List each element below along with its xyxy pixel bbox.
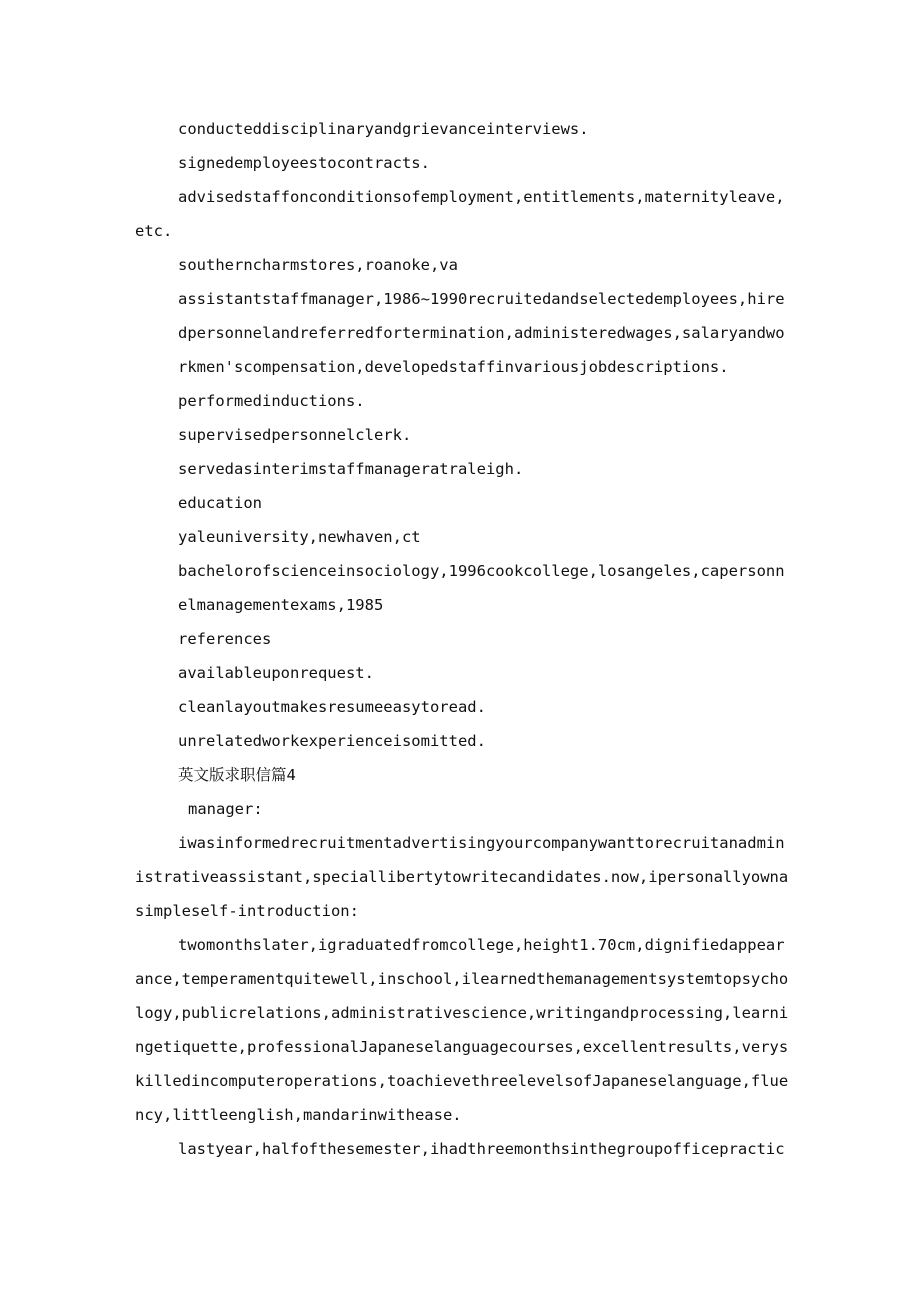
text-line: ngetiquette,professionalJapaneselanguagecourses,excellentresults,verys <box>135 1038 789 1056</box>
text-line: twomonthslater,igraduatedfromcollege,height1.70cm,dignifiedappear <box>178 936 785 954</box>
text-line: lastyear,halfofthesemester,ihadthreemonthsinthegroupofficepractic <box>178 1140 785 1158</box>
text-line: bachelorofscienceinsociology,1996cookcollege,losangeles,capersonn <box>178 562 785 580</box>
text-line: simpleself-introduction: <box>135 902 359 920</box>
text-line: availableuponrequest. <box>178 664 374 682</box>
document-page <box>135 112 790 1166</box>
text-line: rkmen'scompensation,developedstaffinvariousjobdescriptions. <box>178 358 729 376</box>
article-heading: 英文版求职信篇4 <box>178 766 296 784</box>
text-line: southerncharmstores,roanoke,va <box>178 256 458 274</box>
section-heading-references: references <box>178 630 272 648</box>
text-line: elmanagementexams,1985 <box>178 596 384 614</box>
text-line: assistantstaffmanager,1986~1990recruitedandselectedemployees,hire <box>178 290 785 308</box>
text-line: dpersonnelandreferredfortermination,administeredwages,salaryandwo <box>178 324 785 342</box>
text-line: performedinductions. <box>178 392 365 410</box>
text-line: cleanlayoutmakesresumeeasytoread. <box>178 698 486 716</box>
text-line: unrelatedworkexperienceisomitted. <box>178 732 486 750</box>
text-line: advisedstaffonconditionsofemployment,entitlements,maternityleave, <box>178 188 785 206</box>
text-line: signedemployeestocontracts. <box>178 154 430 172</box>
text-line: conducteddisciplinaryandgrievanceinterviews. <box>178 120 589 138</box>
text-line: ncy,littleenglish,mandarinwithease. <box>135 1106 462 1124</box>
text-line: supervisedpersonnelclerk. <box>178 426 412 444</box>
text-line: ance,temperamentquitewell,inschool,ilearnedthemanagementsystemtopsycho <box>135 970 789 988</box>
text-line: yaleuniversity,newhaven,ct <box>178 528 421 546</box>
text-line: istrativeassistant,speciallibertytowritecandidates.now,ipersonallyowna <box>135 868 789 886</box>
text-line: etc. <box>135 222 173 240</box>
text-line: servedasinterimstaffmanageratraleigh. <box>178 460 524 478</box>
section-heading-education: education <box>178 494 262 512</box>
text-line: iwasinformedrecruitmentadvertisingyourcompanywanttorecruitanadmin <box>178 834 785 852</box>
text-line: killedincomputeroperations,toachievethreelevelsofJapaneselanguage,flue <box>135 1072 789 1090</box>
salutation: manager: <box>188 800 263 818</box>
text-line: logy,publicrelations,administrativescience,writingandprocessing,learni <box>135 1004 789 1022</box>
